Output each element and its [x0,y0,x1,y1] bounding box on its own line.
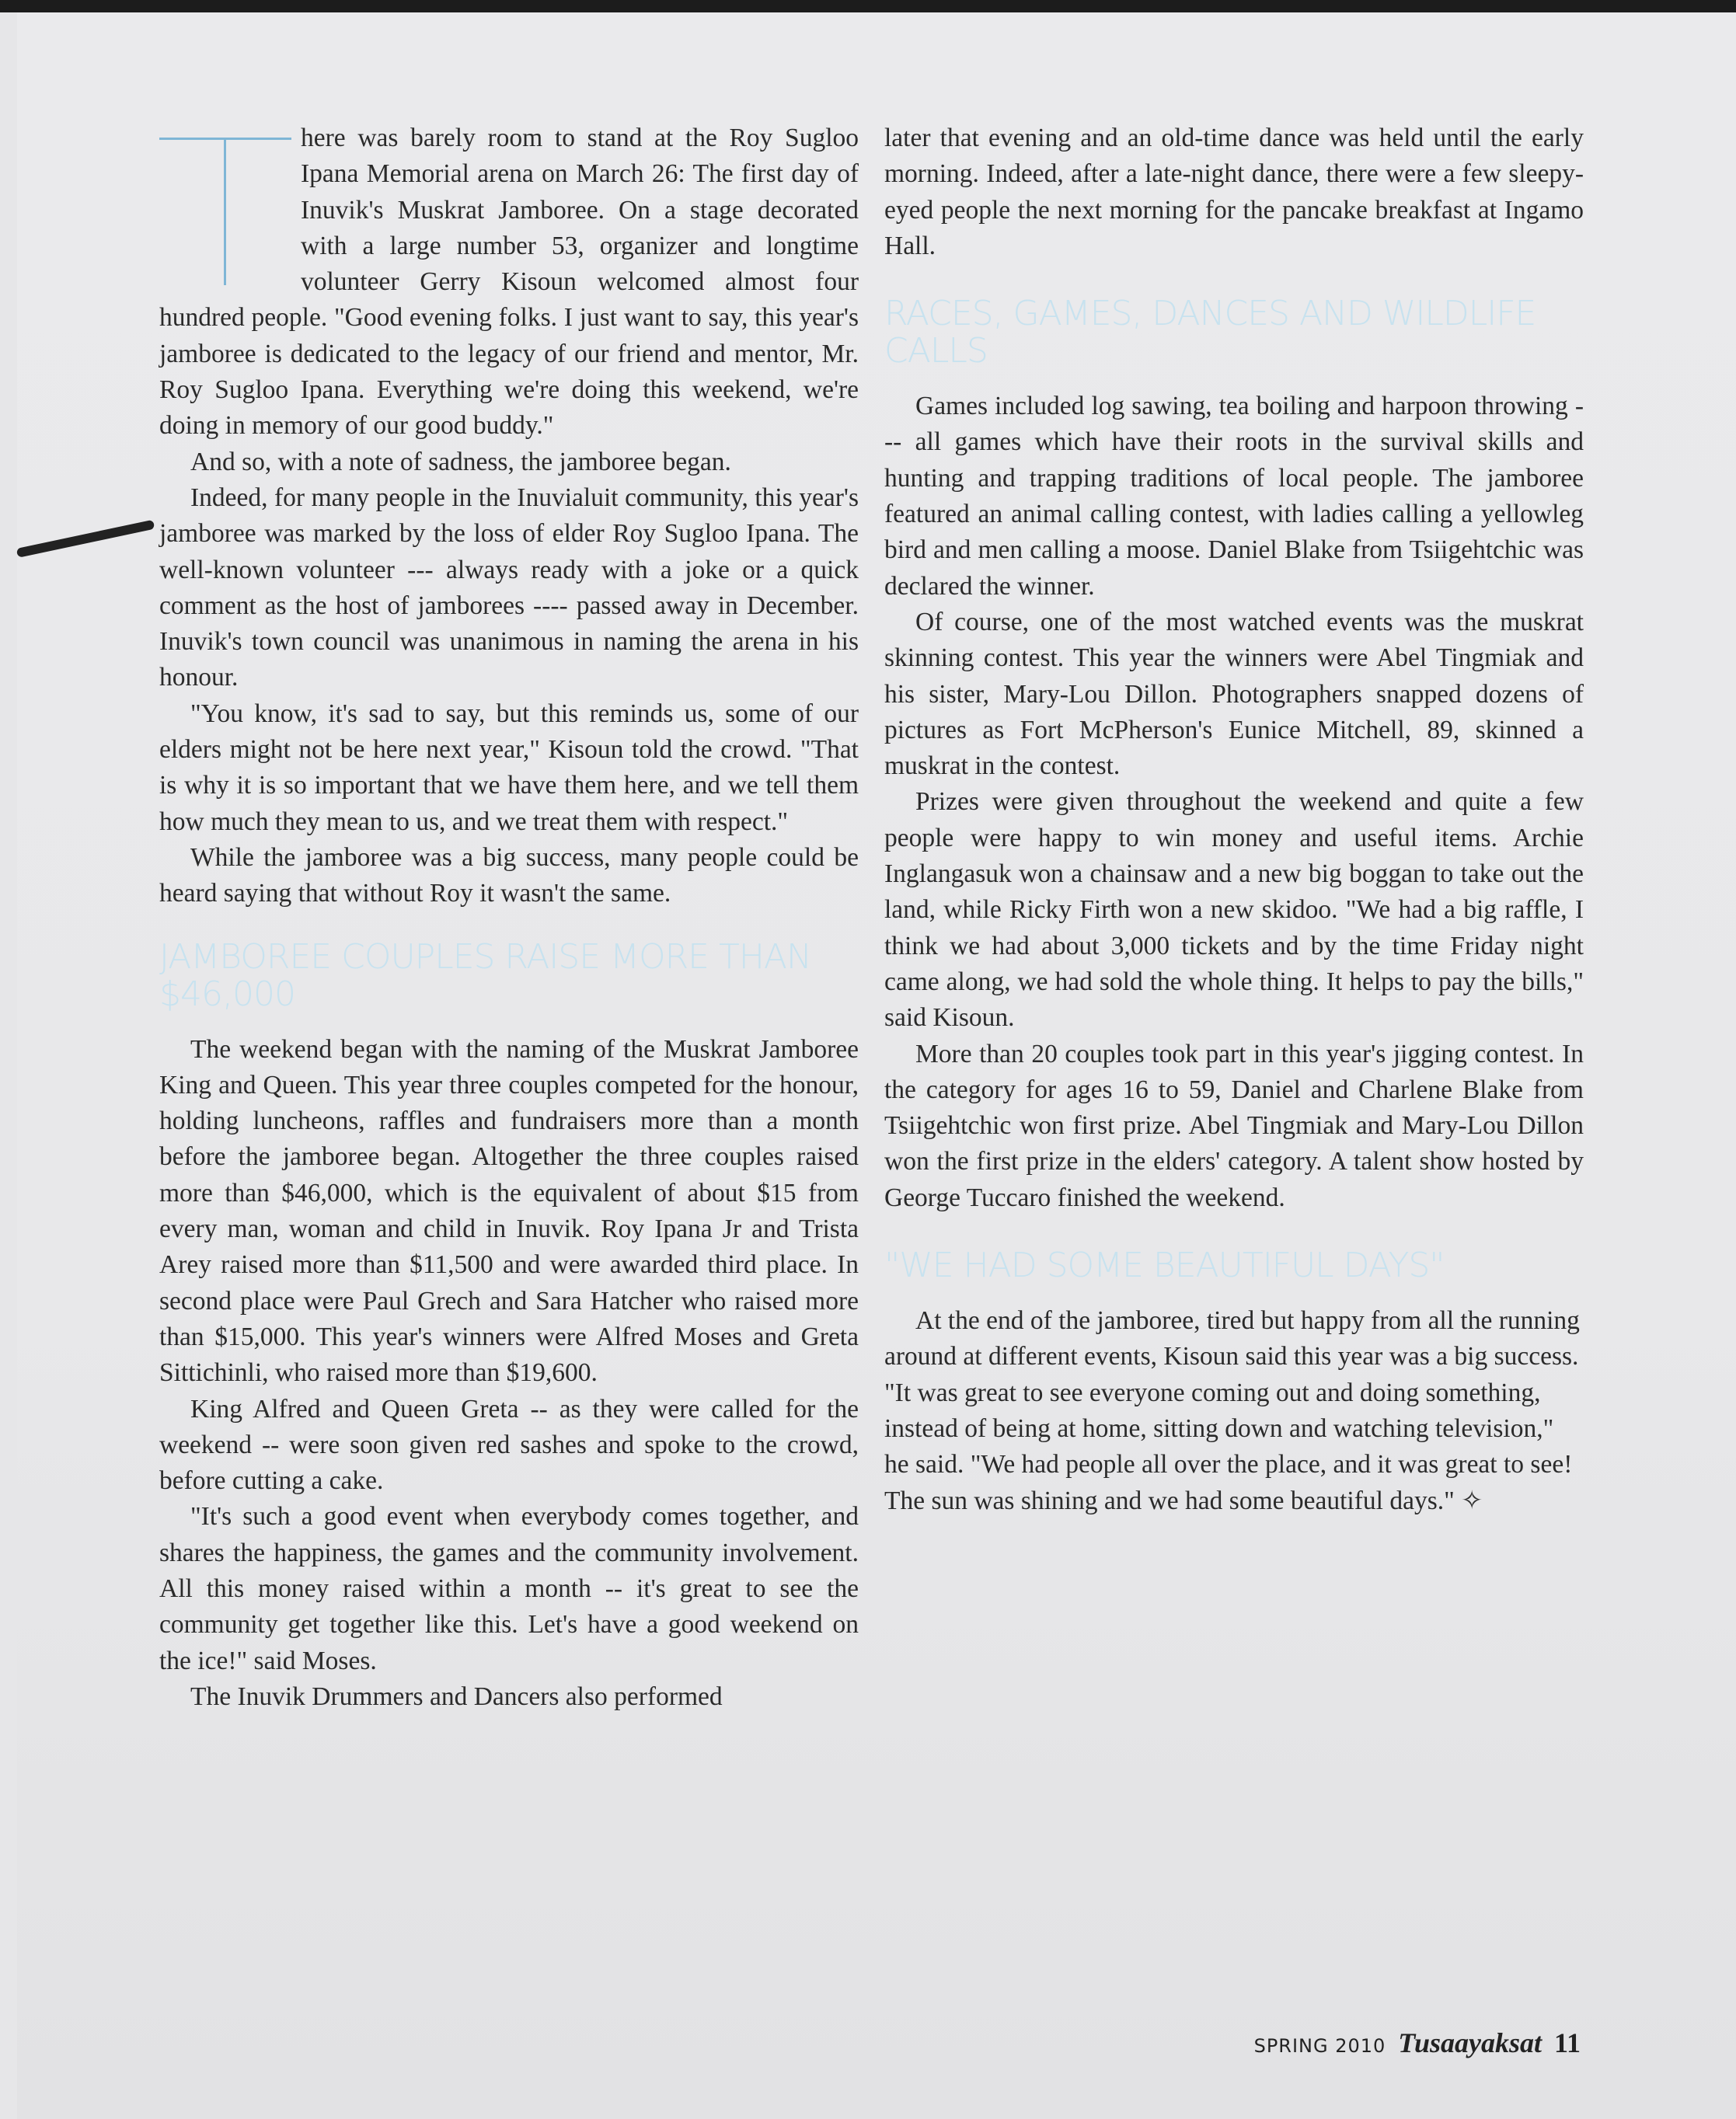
magazine-name: Tusaayaksat [1398,2027,1542,2058]
drop-cap-t-glyph [159,127,291,286]
paragraph: The Inuvik Drummers and Dancers also performed [190,1682,723,1711]
scan-top-edge [0,0,1736,12]
paragraph: King Alfred and Queen Greta -- as they were called for the weekend -- were soon given red sashes and spoke to the crowd, before cutting a cake. [159,1394,859,1496]
paragraph: At the end of the jamboree, tired but happy from all the running around at different events, Kisoun said this year was a big success. "It was great to see everyone coming out and doing something, instead of being at home, sitting down and watching television," he said. "We had people all over the place, and it was great to see! The sun was shining and we had some beautiful days." ✧ [884,1306,1580,1515]
paragraph: "It's such a good event when everybody comes together, and shares the happiness, the games and the community involvement. All this money raised within a month -- it's great to see the community get together like this. Let's have a good weekend on the ice!" said Moses. [159,1502,859,1675]
paragraph: While the jamboree was a big success, many people could be heard saying that without Roy it wasn't the same. [159,842,859,908]
section-heading: JAMBOREE COUPLES RAISE MORE THAN $46,000 [159,936,811,1014]
paragraph: Indeed, for many people in the Inuvialuit community, this year's jamboree was marked by the loss of elder Roy Sugloo Ipana. The well-known volunteer --- always ready with a joke or a quick comment as the host of jamborees ---- passed away in December. Inuvik's town council was unanimous in naming the arena in his honour. [159,483,859,692]
paragraph: More than 20 couples took part in this year's jigging contest. In the category for ages 16 to 59, Daniel and Charlene Blake from Tsiigehtchic won first prize. Abel Tingmiak and Mary-Lou Dillon won the first prize in the elders' category. A talent show hosted by George Tuccaro finished the weekend. [884,1039,1584,1212]
page-number: 11 [1553,2027,1581,2058]
section-heading: RACES, GAMES, DANCES AND WILDLIFE CALLS [884,294,1536,371]
paragraph: later that evening and an old-time dance was held until the early morning. Indeed, after a late-night dance, there were a few sleepy-eyed people the next morning for the pancake breakfast at Ingamo Hall. [884,124,1584,260]
paragraph: The weekend began with the naming of the Muskrat Jamboree King and Queen. This year three couples competed for the honour, holding luncheons, raffles and fundraisers more than a month before the jamboree began. Altogether the three couples raised more than $46,000, which is the equivalent of about $15 from every man, woman and child in Inuvik. Roy Ipana Jr and Trista Arey raised more than $11,500 and were awarded third place. In second place were Paul Grech and Sara Hatcher who raised more than $15,000. This year's winners were Alfred Moses and Greta Sittichinli, who raised more than $19,600. [159,1034,859,1388]
paragraph: Prizes were given throughout the weekend and quite a few people were happy to win money and useful items. Archie Inglangasuk won a chainsaw and a new big boggan to take out the land, while Ricky Firth won a new skidoo. "We had a big raffle, I think we had about 3,000 tickets and by the time Friday night came along, we had sold the whole thing. It helps to pay the bills," said Kisoun. [884,787,1584,1033]
paragraph: "You know, it's sad to say, but this reminds us, some of our elders might not be here next year," Kisoun told the crowd. "That is why it is so important that we have them here, and we tell them how much they mean to us, and we treat them with respect." [159,699,859,836]
paragraph: Of course, one of the most watched events was the muskrat skinning contest. This year the winners were Abel Tingmiak and his sister, Mary-Lou Dillon. Photographers snapped dozens of pictures as Fort McPherson's Eunice Mitchell, 89, skinned a muskrat in the contest. [884,607,1584,781]
issue-season: SPRING 2010 [1253,2035,1386,2057]
paragraph: And so, with a note of sadness, the jamboree began. [190,447,731,476]
page-footer [1254,2027,1581,2059]
paragraph: here was barely room to stand at the Roy Sugloo Ipana Memorial arena on March 26: The first day of Inuvik's Muskrat Jamboree. On a stage decorated with a large number 53, organizer and longtime volunteer Gerry Kisoun welcomed almost four hundred people. "Good evening folks. I just want to say, this year's jamboree is dedicated to the legacy of our friend and mentor, Mr. Roy Sugloo Ipana. Everything we're doing this weekend, we're doing in memory of our good buddy." [159,124,859,441]
pen-mark [16,520,155,558]
drop-cap [159,127,291,286]
article-right-column [884,120,1584,1519]
paragraph: Games included log sawing, tea boiling and harpoon throwing --- all games which have their roots in the survival skills and hunting and trapping traditions of local people. The jamboree featured an animal calling contest, with ladies calling a yellowleg bird and men calling a moose. Daniel Blake from Tsiigehtchic was declared the winner. [884,392,1584,601]
article-left-column [159,120,859,1715]
section-heading: "WE HAD SOME BEAUTIFUL DAYS" [884,1246,1445,1286]
